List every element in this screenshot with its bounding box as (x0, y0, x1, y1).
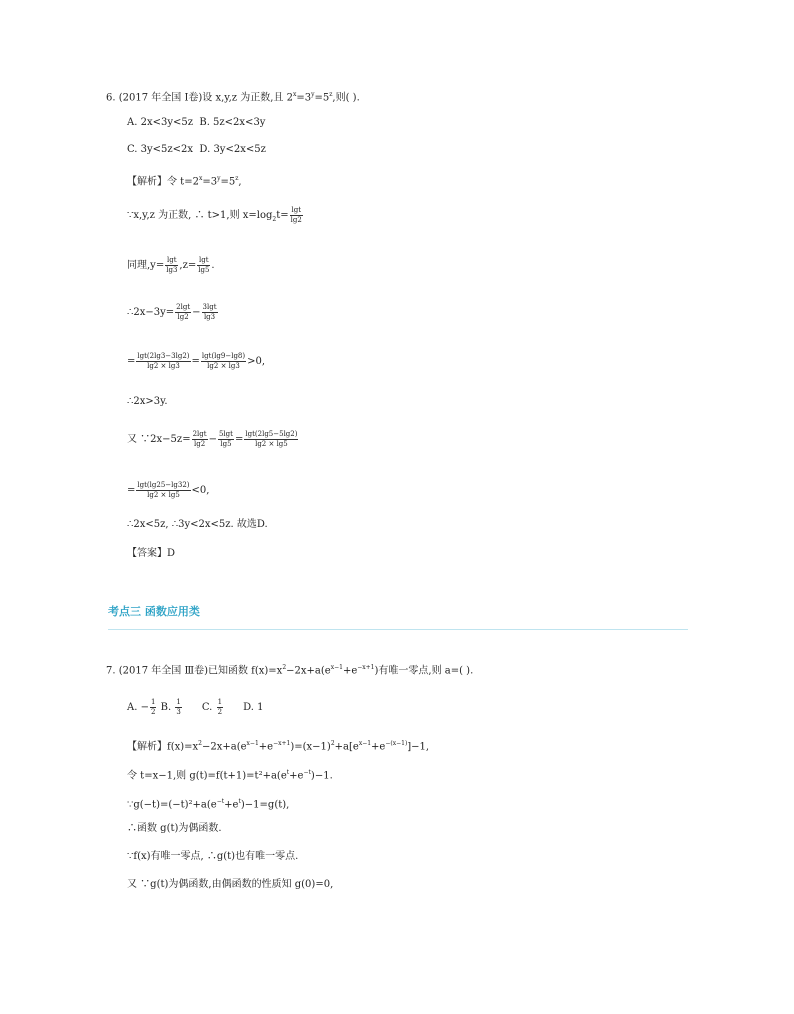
fraction: $\frac{\lg t(2\lg 5-5\lg 2)}{\lg 2 \times \lg 5}$ (245, 430, 298, 448)
fraction: $\frac{\lg t}{\lg 2}$ (290, 206, 302, 224)
q6-options-row1 (127, 116, 265, 130)
solution-label: 【解析】 (127, 741, 167, 753)
q7-option-d: D. 1 (243, 702, 264, 713)
fraction: $\frac{2\lg t}{\lg 2}$ (176, 303, 191, 321)
q7-solution-line1: 【解析】$f(x)=x^2-2x+a(e^{x-1}+e^{-x+1})=(x-1)^2+a[e^{x-1}+e^{-(x-1)}]-1$, (127, 740, 430, 753)
q6-solution-line8: = $\frac{\lg t(\lg 25-\lg 32)}{\lg 2 \times \lg 5}$ <0, (127, 481, 210, 499)
q6-option-a: A. 2x<3y<5z (127, 117, 193, 128)
q6-option-d: D. 3y<2x<5z (199, 144, 266, 155)
q6-options-row2 (127, 143, 266, 157)
fraction: $\frac{\lg t(2\lg 3-3\lg 2)}{\lg 2 \times \lg 3}$ (137, 352, 190, 370)
q7-solution-line5: ∵f(x)有唯一零点, ∴g(t)也有唯一零点. (127, 851, 299, 862)
q7-solution-line2: 令 t=x−1,则 $g(t)=f(t+1)=t^2+a(e^t+e^{-t})-1$. (127, 769, 333, 782)
q6-solution-line6: ∴2x>3y. (127, 396, 168, 407)
fraction: $\frac{\lg t}{\lg 5}$ (198, 256, 210, 274)
q7-solution-line3: $\because g(-t)=(-t)^2+a(e^{-t}+e^t)-1=g(t)$, (127, 798, 290, 811)
q6-option-c: C. 3y<5z<2x (127, 144, 194, 155)
q6-solution-line5: = $\frac{\lg t(2\lg 3-3\lg 2)}{\lg 2 \times \lg 3}$ = $\frac{\lg t(\lg 9-\lg 8)}{\lg 2 \times \lg 3}$ >0, (127, 352, 266, 370)
q6-answer (127, 547, 175, 561)
fraction: $\frac{5\lg t}{\lg 5}$ (218, 430, 233, 448)
q7-option-a: A. − $\frac{1}{2}$ (127, 698, 156, 716)
section-divider (108, 629, 688, 630)
fraction: $\frac{3\lg t}{\lg 3}$ (202, 303, 217, 321)
fraction: $\frac{\lg t(\lg 9-\lg 8)}{\lg 2 \times \lg 3}$ (201, 352, 246, 370)
fraction: $\frac{\lg t}{\lg 3}$ (166, 256, 178, 274)
q6-option-b: B. 5z<2x<3y (199, 117, 266, 128)
q7-stem: 7. (2017 年全国 Ⅲ卷)已知函数 $f(x)=x^2-2x+a(e^{x-1}+e^{-x+1})$有唯一零点,则 a=( ). (106, 664, 474, 677)
q6-solution-line9: ∴2x<5z, ∴3y<2x<5z. 故选D. (127, 519, 268, 530)
q6-stem: 6. (2017 年全国 Ⅰ卷)设 x,y,z 为正数,且 $2^x=3^y=5^z$,则( ). (106, 91, 360, 104)
q7-option-b: B. $\frac{1}{3}$ (160, 698, 181, 716)
q6-solution-line7: 又 ∵2x−5z= $\frac{2\lg t}{\lg 2}$ − $\frac{5\lg t}{\lg 5}$ = $\frac{\lg t(2\lg 5-5\lg 2)}{\lg 2 \times \lg 5}$ (127, 430, 298, 448)
section-title: 考点三 函数应用类 (108, 605, 200, 618)
q6-solution-line2: ∵x,y,z 为正数, ∴ t>1,则 $x=\log_2t=$ $\frac{\lg t}{\lg 2}$ (127, 206, 302, 224)
q7-option-c: C. $\frac{1}{2}$ (201, 698, 223, 716)
q7-options (127, 698, 264, 717)
q6-solution-line3: 同理,y= $\frac{\lg t}{\lg 3}$ ,z= $\frac{\lg t}{\lg 5}$ . (127, 256, 215, 274)
fraction: $\frac{2\lg t}{\lg 2}$ (192, 430, 207, 448)
q6-solution-line1: 【解析】令 $t=2^x=3^y=5^z$, (127, 175, 242, 188)
q7-solution-line6: 又 ∵g(t)为偶函数,由偶函数的性质知 g(0)=0, (127, 879, 334, 890)
q6-solution-line4: ∴2x−3y= $\frac{2\lg t}{\lg 2}$ − $\frac{3\lg t}{\lg 3}$ (127, 303, 217, 321)
answer-label: 【答案】 (127, 548, 167, 559)
solution-label: 【解析】 (127, 176, 167, 188)
answer-value: D (167, 548, 176, 559)
q7-solution-line4: ∴函数 g(t)为偶函数. (127, 823, 222, 834)
fraction: $\frac{\lg t(\lg 25-\lg 32)}{\lg 2 \times \lg 5}$ (137, 481, 190, 499)
